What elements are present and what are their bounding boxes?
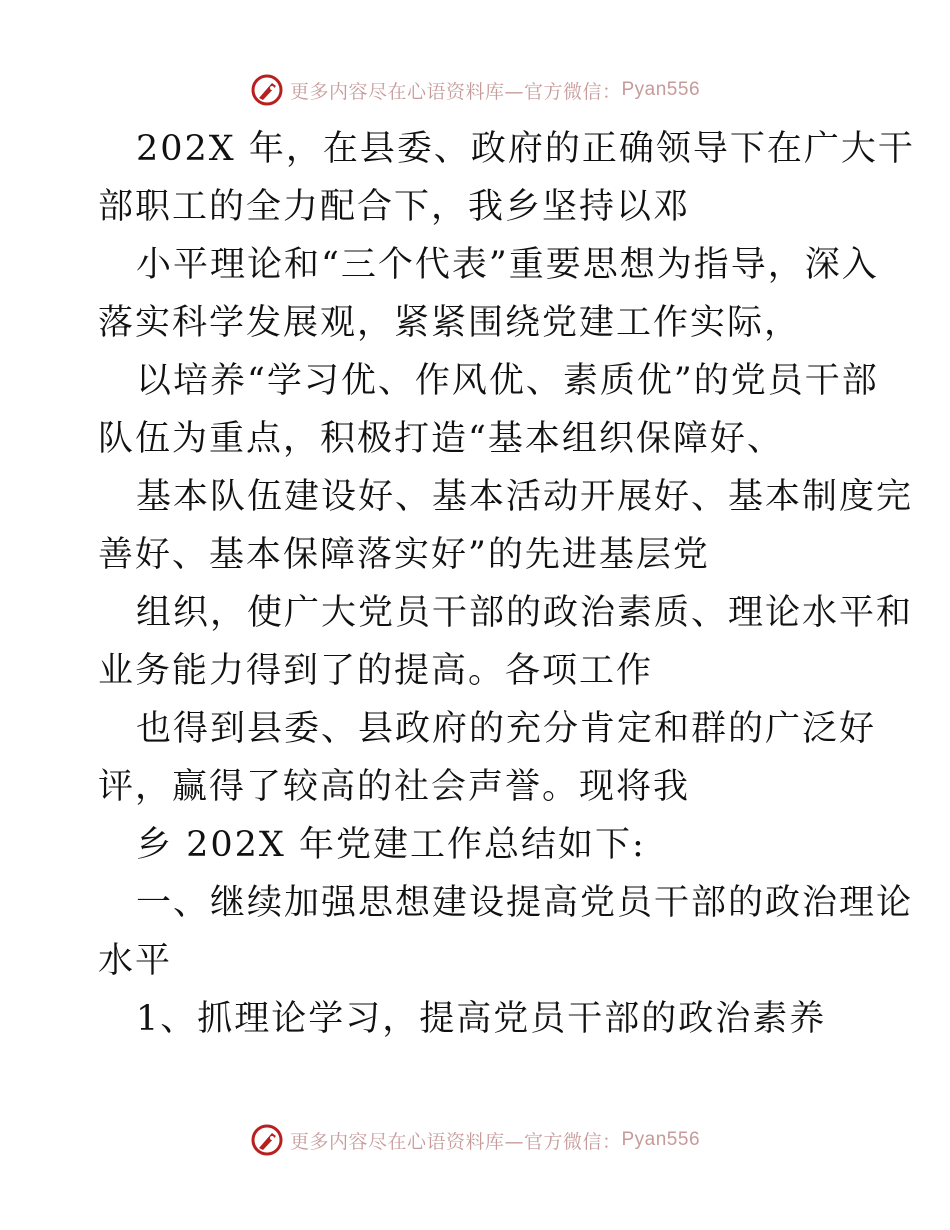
watermark-text: 更多内容尽在心语资料库—官方微信：	[289, 80, 622, 103]
text-line: 水平	[98, 941, 173, 981]
text-line: 善好、基本保障落实好”的先进基层党	[98, 535, 710, 575]
watermark-text: 更多内容尽在心语资料库—官方微信：	[289, 1130, 622, 1153]
watermark-wechat-id: Pyan556	[621, 1129, 701, 1150]
text-line: 业务能力得到了的提高。各项工作	[98, 651, 654, 691]
text-line: 落实科学发展观，紧紧围绕党建工作实际，	[98, 303, 802, 343]
header-watermark	[0, 72, 950, 108]
document-body	[98, 120, 915, 1048]
text-line: 部职工的全力配合下，我乡坚持以邓	[98, 187, 691, 227]
text-line: 组织，使广大党员干部的政治素质、理论水平和	[136, 593, 914, 633]
text-line: 202X 年，在县委、政府的正确领导下在广大干	[136, 129, 915, 169]
text-line: 小平理论和“三个代表”重要思想为指导，深入	[136, 245, 879, 285]
text-line: 一、继续加强思想建设提高党员干部的政治理论	[136, 883, 914, 923]
watermark-wechat-id: Pyan556	[621, 79, 701, 100]
text-line: 乡 202X 年党建工作总结如下:	[136, 825, 646, 865]
text-line: 1、抓理论学习，提高党员干部的政治素养	[136, 999, 827, 1039]
pen-nib-logo-icon	[250, 1123, 284, 1157]
text-line: 基本队伍建设好、基本活动开展好、基本制度完	[136, 477, 914, 517]
footer-watermark	[0, 1122, 950, 1158]
text-line: 评，赢得了较高的社会声誉。现将我	[98, 767, 691, 807]
text-line: 也得到县委、县政府的充分肯定和群的广泛好	[136, 709, 877, 749]
text-line: 以培养“学习优、作风优、素质优”的党员干部	[136, 361, 879, 401]
text-line: 队伍为重点，积极打造“基本组织保障好、	[98, 419, 784, 459]
pen-nib-logo-icon	[250, 73, 284, 107]
